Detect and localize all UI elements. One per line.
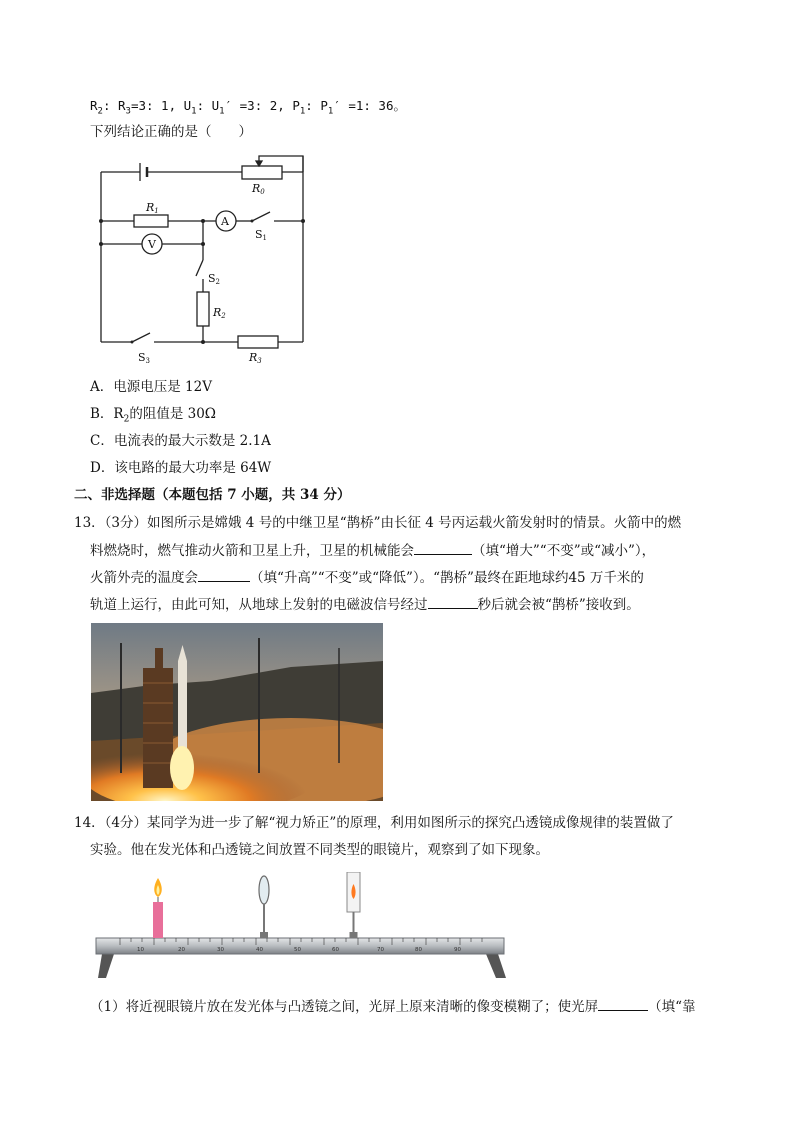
tick-60: 60 <box>332 947 339 953</box>
tick-20: 20 <box>178 947 185 953</box>
q14-sub-1: （1）将近视眼镜片放在发光体与凸透镜之间，光屏上原来清晰的像变模糊了；使光屏 （填“靠 <box>90 996 696 1016</box>
answer-blank[interactable] <box>598 996 648 1011</box>
section-title: 二、非选择题（本题包括 7 小题，共 34 分） <box>74 487 351 503</box>
tick-80: 80 <box>415 947 422 953</box>
q13-line-2: 料燃烧时，燃气推动火箭和卫星上升，卫星的机械能会 （填“增大”“不变”或“减小”）， <box>90 540 655 560</box>
option-a: A．电源电压是 12V <box>90 379 212 395</box>
q13-line-4: 轨道上运行，由此可知，从地球上发射的电磁波信号经过 秒后就会被“鹊桥”接收到。 <box>90 594 640 614</box>
option-b: B．$R_2$的阻值是 30Ω <box>90 406 216 425</box>
svg-text:S3: S3 <box>138 351 151 363</box>
answer-blank[interactable] <box>428 594 478 609</box>
tick-70: 70 <box>377 947 384 953</box>
circuit-diagram <box>92 148 322 363</box>
svg-text:R3: R3 <box>249 351 262 363</box>
svg-text:V: V <box>148 238 156 251</box>
q13-line-3: 火箭外壳的温度会 （填“升高”“不变”或“降低”）。“鹊桥”最终在距地球约45 万千米的 <box>90 567 644 587</box>
rocket-launch-photo <box>91 623 383 801</box>
light-screen-icon <box>347 872 360 938</box>
q14-line-1: 14．（4分）某同学为进一步了解“视力矫正”的原理，利用如图所示的探究凸透镜成像规律的装置做了 <box>74 815 674 831</box>
tick-10: 10 <box>137 947 144 953</box>
q14-line-2: 实验。他在发光体和凸透镜之间放置不同类型的眼镜片，观察到了如下现象。 <box>90 842 549 858</box>
tick-40: 40 <box>256 947 263 953</box>
ratio-line: $R_2$: $R_3=3$: 1, $U_1$: $U_1' =3$: 2, $P_1$: $P_1' =1$: 36。 <box>90 98 406 117</box>
candle-icon <box>153 878 163 938</box>
q13-line-1: 13．（3分）如图所示是嫦娥 4 号的中继卫星“鹊桥”由长征 4 号丙运载火箭发射时的情景。火箭中的燃 <box>74 515 682 531</box>
tick-30: 30 <box>217 947 224 953</box>
answer-blank[interactable] <box>198 567 250 582</box>
svg-text:A: A <box>221 215 229 228</box>
optical-bench <box>92 872 512 982</box>
option-d: D．该电路的最大功率是 64W <box>90 460 272 476</box>
svg-text:R0: R0 <box>252 182 265 196</box>
svg-text:R2: R2 <box>213 306 226 320</box>
svg-text:S1: S1 <box>255 228 268 242</box>
option-c: C．电流表的最大示数是 2.1A <box>90 433 271 449</box>
svg-text:R1: R1 <box>146 201 159 215</box>
answer-blank[interactable] <box>414 540 472 555</box>
question-prompt: 下列结论正确的是（ ） <box>90 124 252 140</box>
tick-50: 50 <box>294 947 301 953</box>
svg-text:S2: S2 <box>208 272 221 286</box>
convex-lens-icon <box>259 876 269 938</box>
tick-90: 90 <box>454 947 461 953</box>
